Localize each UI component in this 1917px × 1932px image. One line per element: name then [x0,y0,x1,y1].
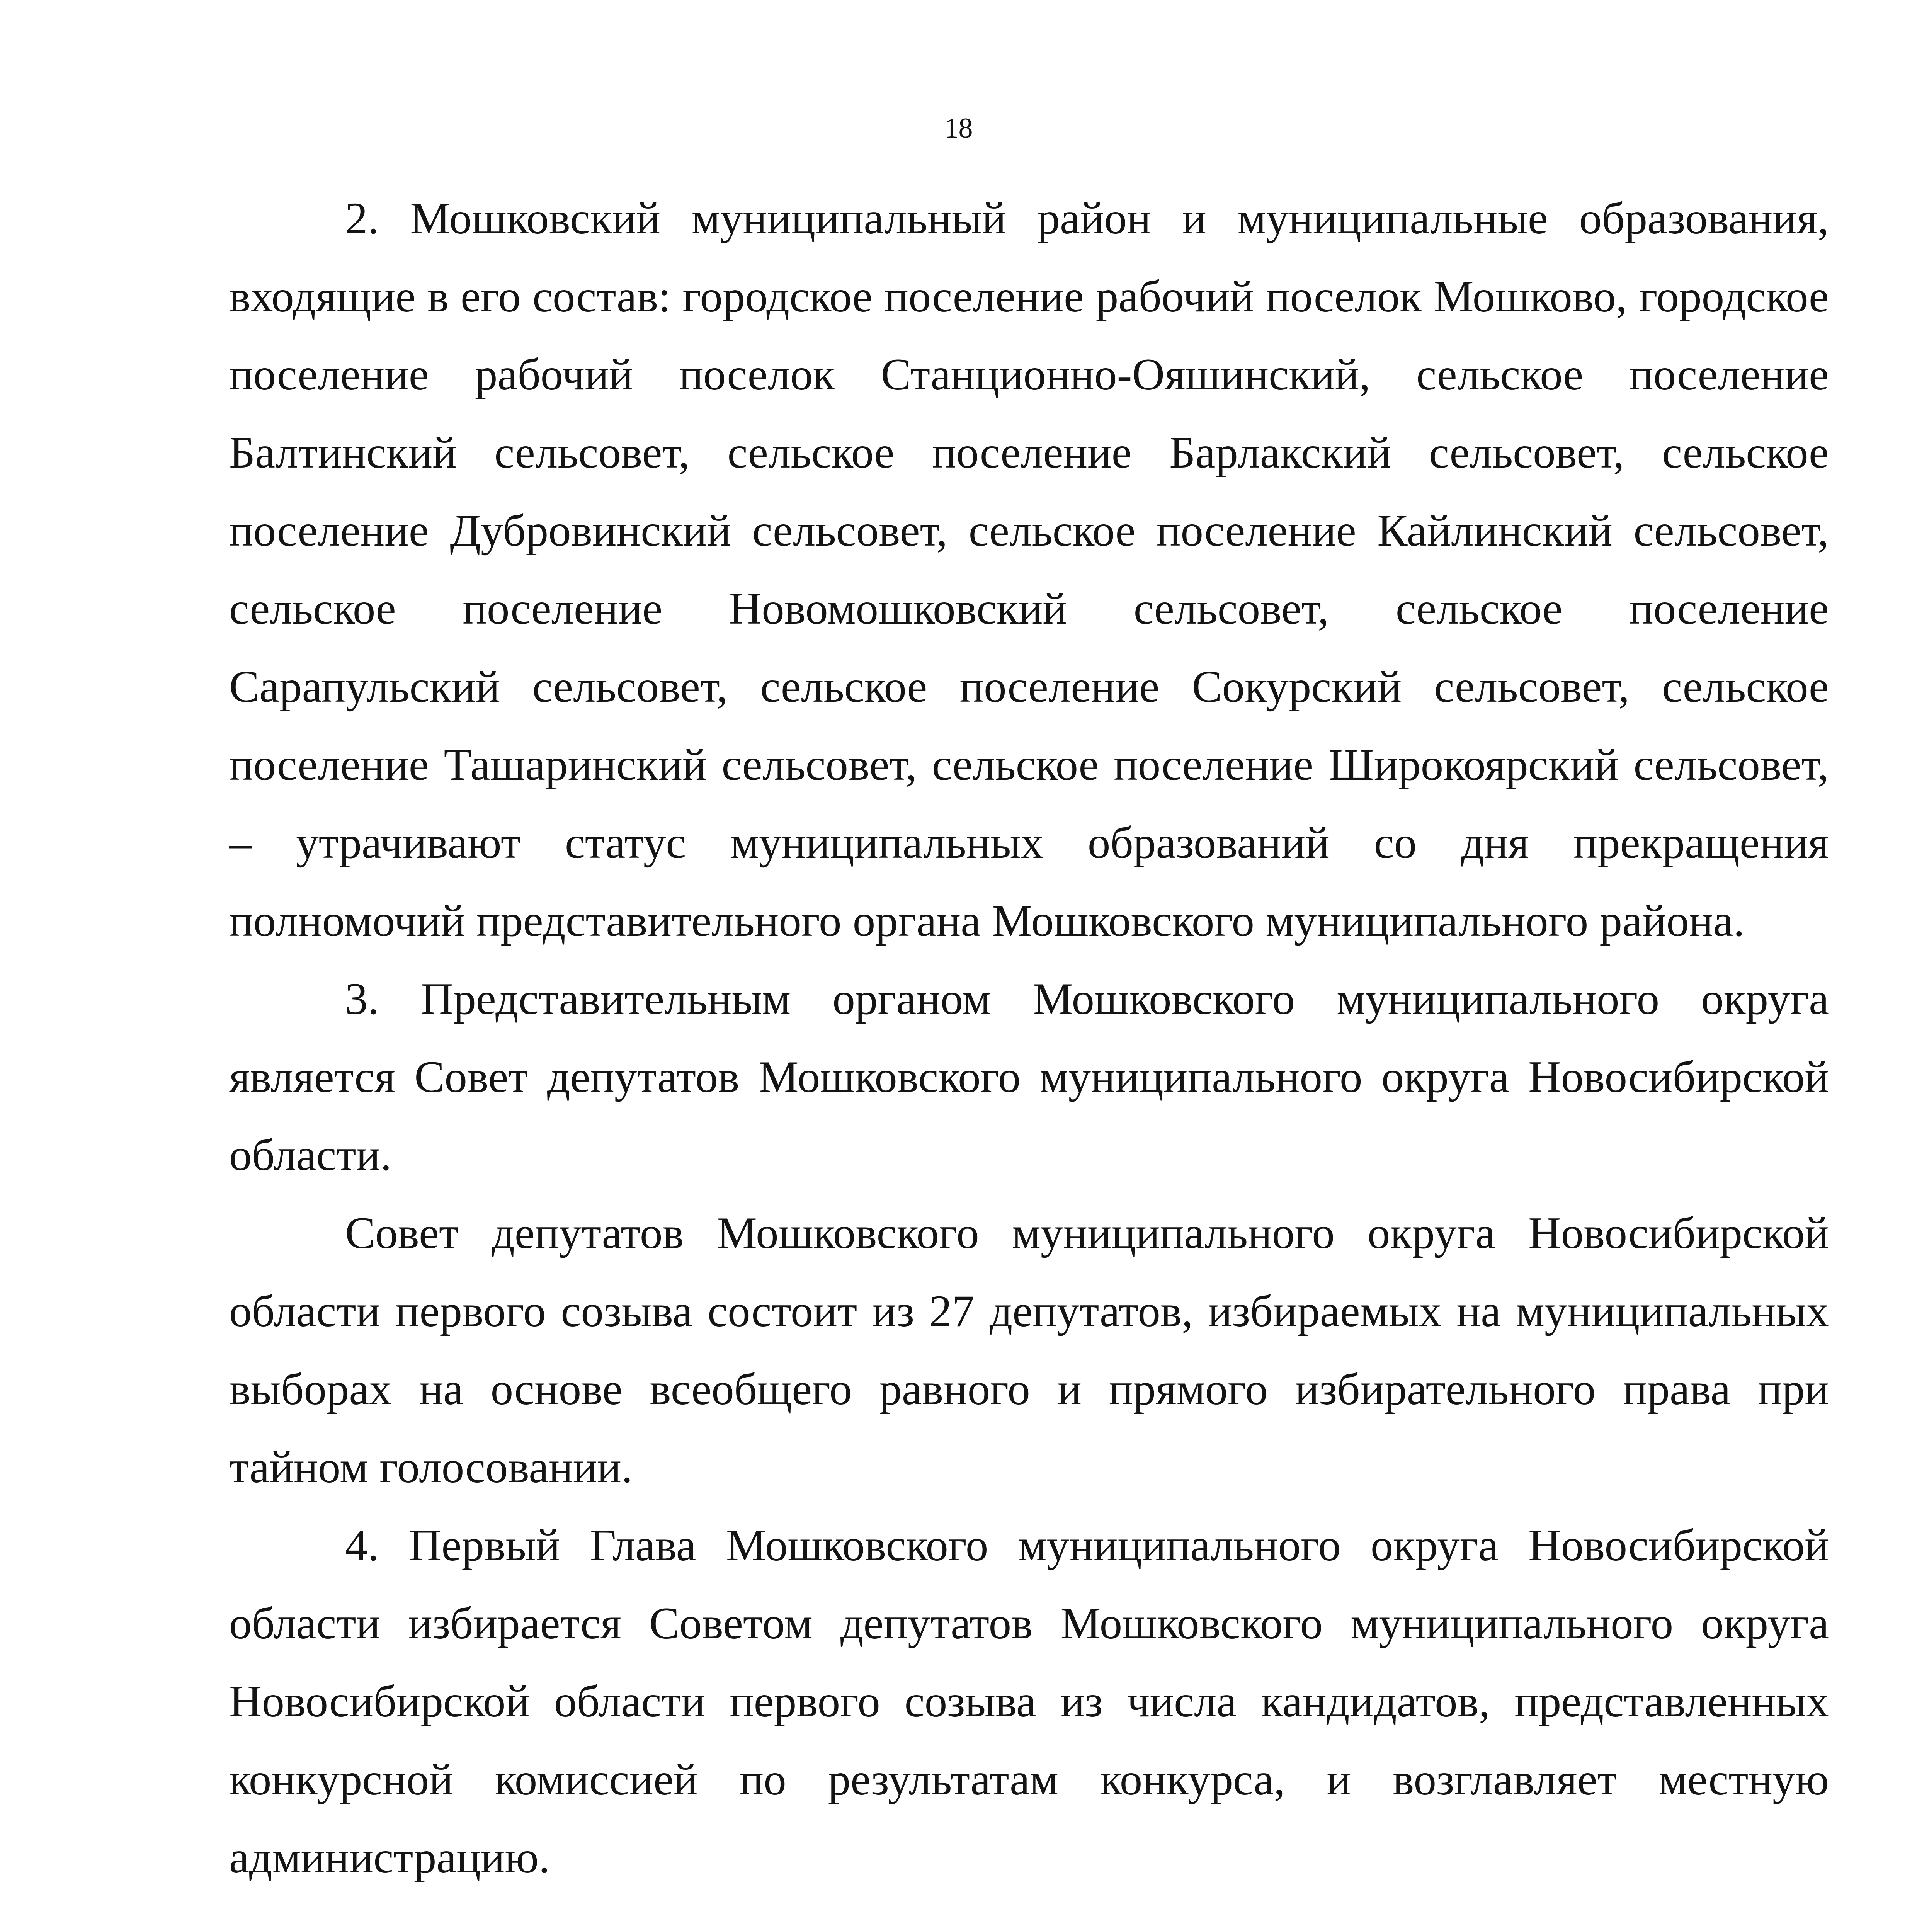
paragraph-clause-2: 2. Мошковский муниципальный район и муниципальные образования, входящие в его состав: городское поселение рабочий поселок Мошково, городское поселение рабочий поселок Станционно-Ояшинский, сельское поселение Балтинский сельсовет, сельское поселение Барлакский сельсовет, сельское поселение Дубровинский сельсовет, сельское поселение Кайлинский сельсовет, сельское поселение Новомошковский сельсовет, сельское поселение Сарапульский сельсовет, сельское поселение Сокурский сельсовет, сельское поселение Ташаринский сельсовет, сельское поселение Широкоярский сельсовет, – утрачивают статус муниципальных образований со дня прекращения полномочий представительного органа Мошковского муниципального района. [229,194,1829,946]
paragraph-council-composition: Совет депутатов Мошковского муниципального округа Новосибирской области первого созыва состоит из 27 депутатов, избираемых на муниципальных выборах на основе всеобщего равного и прямого избирательного права при тайном голосовании. [229,1208,1829,1492]
document-body [229,180,1829,1932]
paragraph-clause-4: 4. Первый Глава Мошковского муниципального округа Новосибирской области избирается Советом депутатов Мошковского муниципального округа Новосибирской области первого созыва из числа кандидатов, представленных конкурсной комиссией по результатам конкурса, и возглавляет местную администрацию. [229,1520,1829,1883]
page-number: 18 [944,112,973,144]
paragraph-clause-3: 3. Представительным органом Мошковского муниципального округа является Совет депутатов Мошковского муниципального округа Новосибирской области. [229,974,1829,1180]
